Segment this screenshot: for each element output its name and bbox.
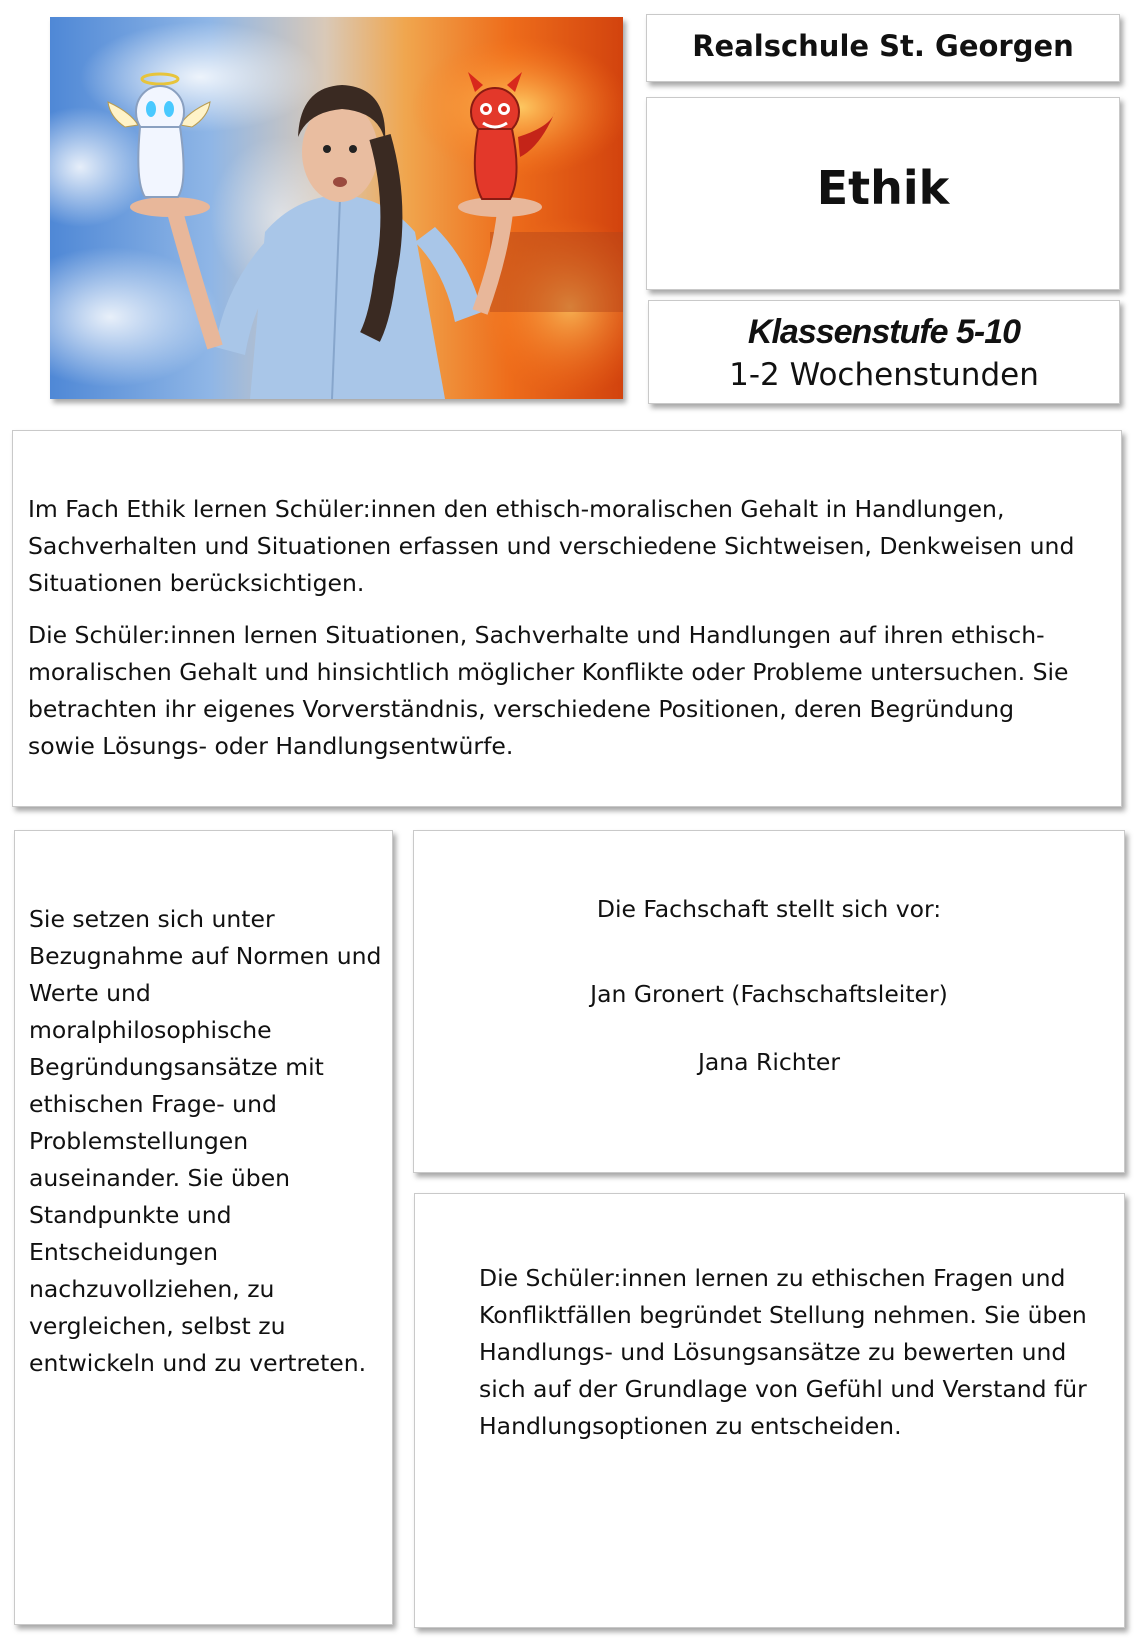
school-name: Realschule St. Georgen xyxy=(692,29,1074,63)
staff-panel xyxy=(413,830,1125,1173)
grade-levels: Klassenstufe 5-10 xyxy=(747,313,1021,351)
right-panel-text: Die Schüler:innen lernen zu ethischen Fragen und Konfliktfällen begründet Stellung nehmen. Sie üben Handlungs- und Lösungsansätze zu bewerten und sich auf der Grundlage von Gefühl und Verstand für Handlungsoptionen zu entscheiden. xyxy=(479,1264,1087,1440)
grade-info-box xyxy=(648,300,1120,404)
intro-box xyxy=(12,430,1122,807)
intro-paragraph-1: Im Fach Ethik lernen Schüler:innen den ethisch-moralischen Gehalt in Handlungen, Sachverhalten und Situationen erfassen und verschiedene Sichtweisen, Denkweisen und Situationen berücksichtigen. xyxy=(28,495,1075,597)
staff-member: Jana Richter xyxy=(697,1048,841,1076)
weekly-hours: 1-2 Wochenstunden xyxy=(729,357,1039,393)
right-panel xyxy=(414,1193,1125,1628)
staff-heading: Die Fachschaft stellt sich vor: xyxy=(596,895,942,923)
subject-box xyxy=(646,97,1120,290)
left-panel xyxy=(14,830,393,1625)
intro-paragraph-2: Die Schüler:innen lernen Situationen, Sachverhalte und Handlungen auf ihren ethisch-moralischen Gehalt und hinsichtlich möglicher Konflikte oder Probleme untersuchen. Sie betrachten ihr eigenes Vorverständnis, verschiedene Positionen, deren Begründung sowie Lösungs- oder Handlungsentwürfe. xyxy=(28,621,1069,760)
staff-lead: Jan Gronert (Fachschaftsleiter) xyxy=(590,980,948,1008)
school-name-box xyxy=(646,14,1120,82)
left-panel-text: Sie setzen sich unter Bezugnahme auf Normen und Werte und moralphilosophische Begründungsansätze mit ethischen Frage- und Problemstellungen auseinander. Sie üben Standpunkte und Entscheidungen nachzuvollziehen, zu vergleichen, selbst zu entwickeln und zu vertreten. xyxy=(29,905,382,1377)
hero-image xyxy=(50,17,623,399)
subject-title: Ethik xyxy=(816,161,950,215)
